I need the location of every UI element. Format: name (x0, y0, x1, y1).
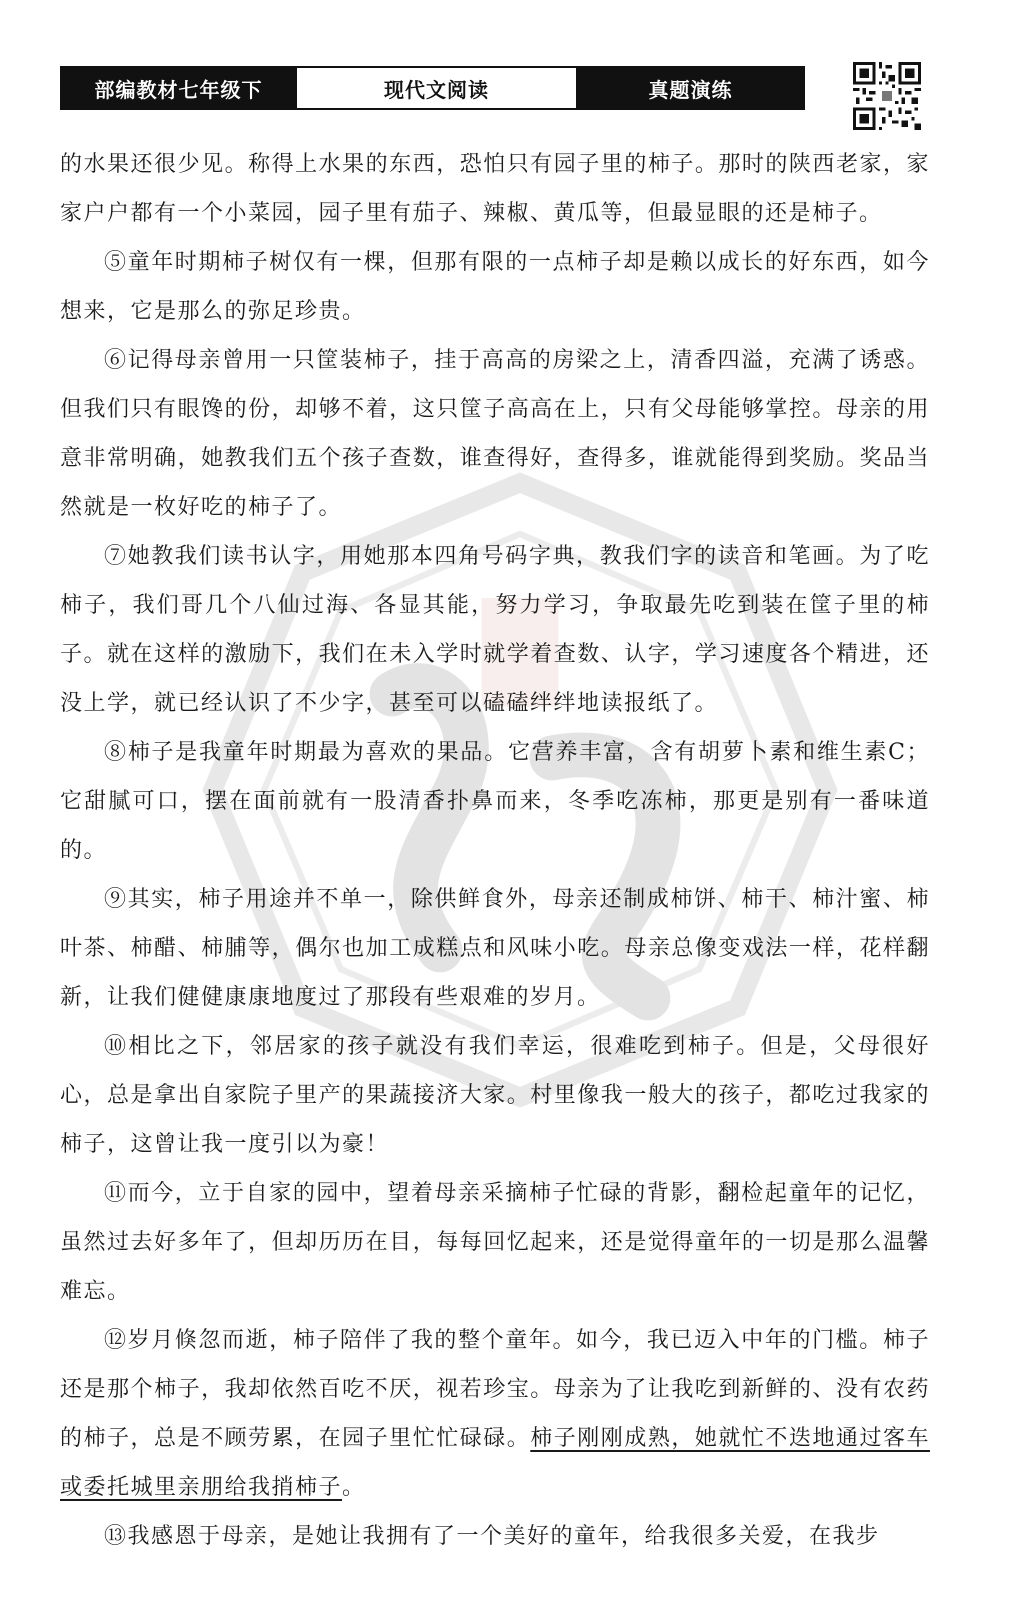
paragraph-12-text: ⑫岁月倏忽而逝，柿子陪伴了我的整个童年。如今，我已迈入中年的门槛。柿子还是那个柿子，我却依然百吃不厌，视若珍宝。母亲为了让我吃到新鲜的、没有农药的柿子，总是不顾劳累，在园子里忙忙碌碌。 (60, 1328, 930, 1451)
article-body (60, 140, 930, 1561)
paragraph-7: ⑦她教我们读书认字，用她那本四角号码字典，教我们字的读音和笔画。为了吃柿子，我们哥几个八仙过海、各显其能，努力学习，争取最先吃到装在筐子里的柿子。就在这样的激励下，我们在未入学时就学着查数、认字，学习速度各个精进，还没上学，就已经认识了不少字，甚至可以磕磕绊绊地读报纸了。 (60, 544, 930, 716)
paragraph-9: ⑨其实，柿子用途并不单一，除供鲜食外，母亲还制成柿饼、柿干、柿汁蜜、柿叶茶、柿醋、柿脯等，偶尔也加工成糕点和风味小吃。母亲总像变戏法一样，花样翻新，让我们健健康康地度过了那段有些艰难的岁月。 (60, 887, 930, 1010)
paragraph-10: ⑩相比之下，邻居家的孩子就没有我们幸运，很难吃到柿子。但是，父母很好心，总是拿出自家院子里产的果蔬接济大家。村里像我一般大的孩子，都吃过我家的柿子，这曾让我一度引以为豪！ (60, 1034, 930, 1157)
header-practice-label: 真题演练 (578, 68, 803, 108)
paragraph-13: ⑬我感恩于母亲，是她让我拥有了一个美好的童年，给我很多关爱，在我步 (104, 1524, 880, 1549)
underlined-sentence: 柿子刚刚成熟，她就忙不迭地通过客车或委托城里亲朋给我捎柿子 (60, 1426, 930, 1500)
paragraph-11: ⑪而今，立于自家的园中，望着母亲采摘柿子忙碌的背影，翻检起童年的记忆，虽然过去好多年了，但却历历在目，每每回忆起来，还是觉得童年的一切是那么温馨难忘。 (60, 1181, 930, 1304)
paragraph-12-end: 。 (342, 1475, 366, 1500)
header-bar (60, 66, 805, 110)
paragraph-5: ⑤童年时期柿子树仅有一棵，但那有限的一点柿子却是赖以成长的好东西，如今想来，它是那么的弥足珍贵。 (60, 250, 930, 324)
header-section-title: 现代文阅读 (295, 68, 578, 108)
qr-code-icon (853, 62, 921, 130)
paragraph-continued: 的水果还很少见。称得上水果的东西，恐怕只有园子里的柿子。那时的陕西老家，家家户户都有一个小菜园，园子里有茄子、辣椒、黄瓜等，但最显眼的还是柿子。 (60, 152, 930, 226)
paragraph-6: ⑥记得母亲曾用一只筐装柿子，挂于高高的房梁之上，清香四溢，充满了诱惑。但我们只有眼馋的份，却够不着，这只筐子高高在上，只有父母能够掌控。母亲的用意非常明确，她教我们五个孩子查数，谁查得好，查得多，谁就能得到奖励。奖品当然就是一枚好吃的柿子了。 (60, 348, 930, 520)
paragraph-8: ⑧柿子是我童年时期最为喜欢的果品。它营养丰富，含有胡萝卜素和维生素C；它甜腻可口，摆在面前就有一股清香扑鼻而来，冬季吃冻柿，那更是别有一番味道的。 (60, 740, 930, 863)
paragraph-12 (60, 1316, 930, 1512)
header-textbook-label: 部编教材七年级下 (62, 68, 295, 108)
